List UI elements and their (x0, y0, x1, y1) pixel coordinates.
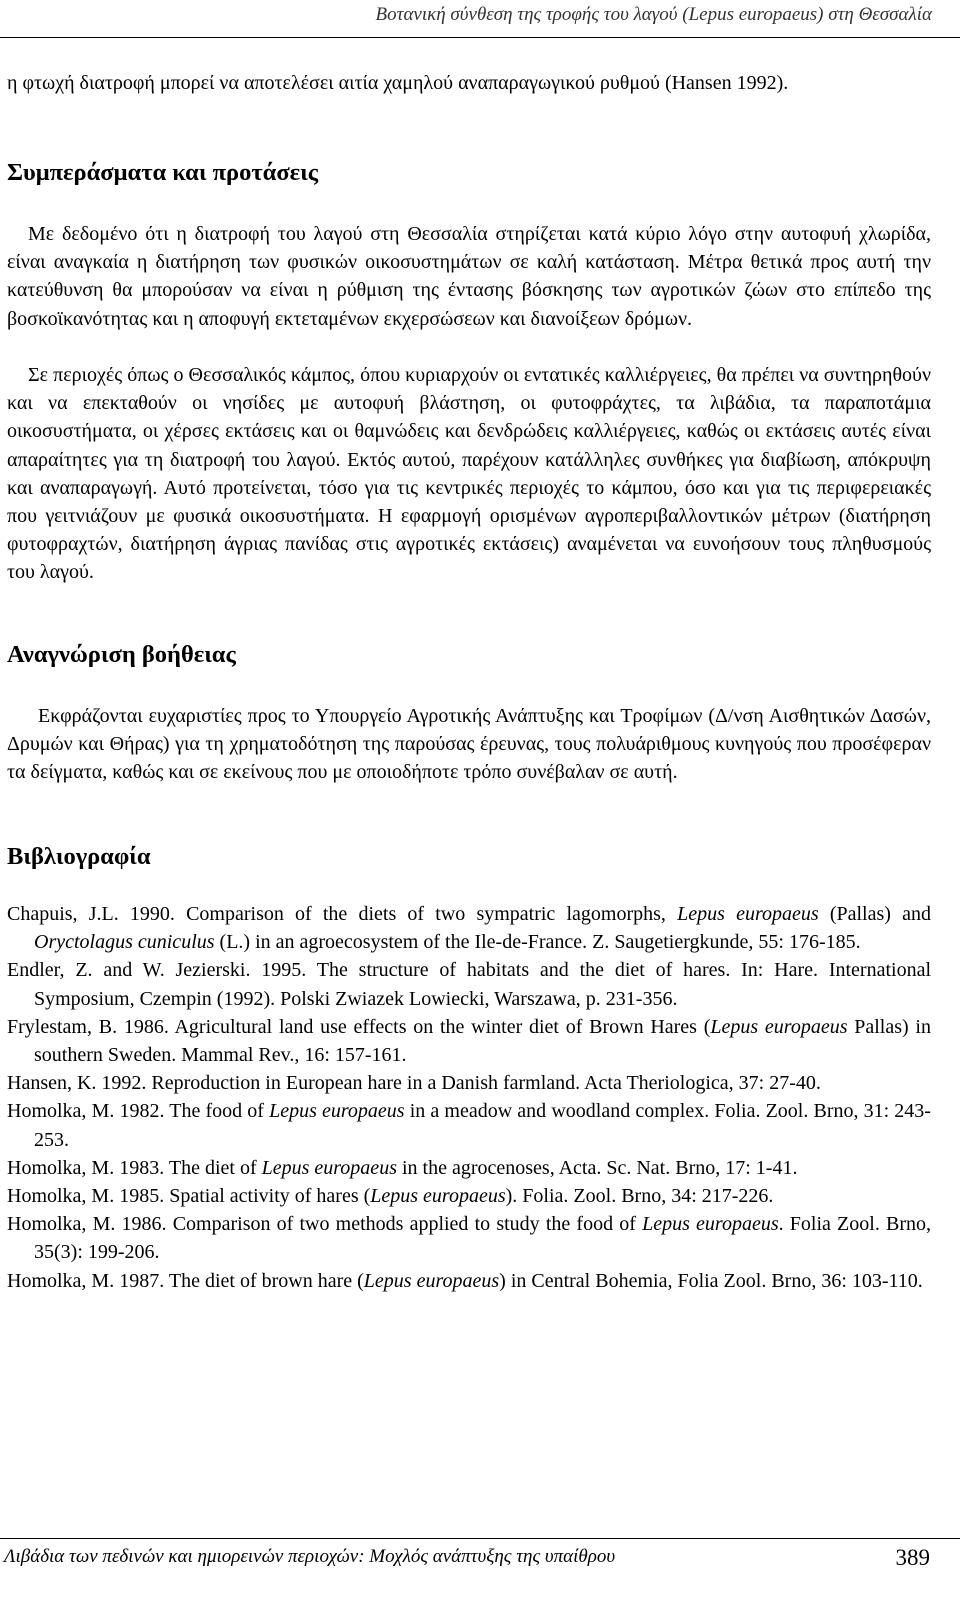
conclusions-paragraph-2: Σε περιοχές όπως ο Θεσσαλικός κάμπος, όπου κυριαρχούν οι εντατικές καλλιέργειες, θα πρέπει να συντηρηθούν και να επεκταθούν οι νησίδες με αυτοφυή βλάστηση, οι φυτοφράχτες, τα λιβάδια, τα παραποτάμια οικοσυστήματα, οι χέρσες εκτάσεις και οι θαμνώδεις και δενδρώδεις καλλιέργειες, καθώς οι εκτάσεις αυτές είναι απαραίτητες για τη διατροφή του λαγού. Εκτός αυτού, παρέχουν κατάλληλες συνθήκες για διαβίωση, απόκρυψη και αναπαραγωγή. Αυτό προτείνεται, τόσο για τις κεντρικές περιοχές το κάμπου, όσο και για τις περιφερειακές που γειτνιάζουν με φυσικά οικοσυστήματα. Η εφαρμογή ορισμένων αγροπεριβαλλοντικών μέτρων (διατήρηση φυτοφραχτών, διατήρηση άγριας πανίδας στις αγροτικές εκτάσεις) αναμένεται να ευνοήσουν τους πληθυσμούς του λαγού. (7, 364, 931, 584)
reference-species-name: Lepus europaeus (370, 1185, 506, 1208)
reference-species-name: Lepus europaeus (261, 1156, 397, 1179)
reference-list (7, 900, 931, 1295)
reference-text: ). Folia. Zool. Brno, 34: 217-226. (505, 1185, 774, 1208)
reference-item (7, 900, 931, 956)
acknowledgement-paragraph: Εκφράζονται ευχαριστίες προς το Υπουργείο Αγροτικής Ανάπτυξης και Τροφίμων (Δ/νση Αισθητικών Δασών, Δρυμών και Θήρας) για τη χρηματοδότηση της παρούσας έρευνας, τους πολυάριθμους κυνηγούς που προσέφεραν τα δείγματα, καθώς και σε εκείνους που με οποιοδήποτε τρόπο συνέβαλαν σε αυτή. (7, 705, 931, 784)
reference-species-name: Lepus europaeus (363, 1269, 500, 1292)
reference-text: ) in Central Bohemia, Folia Zool. Brno, 36: 103-110. (499, 1269, 923, 1292)
conclusions-paragraph-1: Με δεδομένο ότι η διατροφή του λαγού στη Θεσσαλία στηρίζεται κατά κύριο λόγο στην αυτοφυή χλωρίδα, είναι αναγκαία η διατήρηση των φυσικών οικοσυστημάτων σε καλή κατάσταση. Μέτρα θετικά προς αυτή την κατεύθυνση θα μπορούσαν να είναι η ρύθμιση της έντασης βόσκησης των αγροτικών ζώων στο επίπεδο της βοσκοϊκανότητας και η αποφυγή εκτεταμένων εκχερσώσεων και διανοίξεων δρόμων. (7, 223, 931, 330)
reference-item (7, 1069, 931, 1097)
header-rule (0, 37, 960, 38)
reference-text: Homolka, M. 1985. Spatial activity of hares ( (7, 1185, 371, 1208)
page-number: 389 (895, 1545, 930, 1570)
running-footer: Λιβάδια των πεδινών και ημιορεινών περιοχών: Μοχλός ανάπτυξης της υπαίθρου (4, 1546, 616, 1567)
reference-item (7, 1013, 931, 1069)
reference-item (7, 1097, 931, 1153)
reference-text: Homolka, M. 1987. The diet of brown hare ( (7, 1269, 364, 1292)
reference-text: in a meadow and woodland complex. Folia. Zool. Brno, 31: 243-253. (34, 1100, 931, 1151)
reference-item (7, 956, 931, 1012)
reference-text: . Folia Zool. Brno, 35(3): 199-206. (34, 1213, 931, 1264)
heading-conclusions: Συμπεράσματα και προτάσεις (7, 159, 319, 186)
reference-text: Chapuis, J.L. 1990. Comparison of the diets of two sympatric lagomorphs, (7, 903, 678, 925)
heading-acknowledgement: Αναγνώριση βοήθειας (7, 641, 236, 668)
reference-text: Frylestam, B. 1986. Agricultural land use effects on the winter diet of Brown Hares ( (7, 1015, 711, 1038)
reference-text: Homolka, M. 1982. The food of (7, 1100, 270, 1123)
continuation-paragraph: η φτωχή διατροφή μπορεί να αποτελέσει αιτία χαμηλού αναπαραγωγικού ρυθμού (Hansen 1992). (7, 72, 789, 94)
reference-species-name: Lepus europaeus (269, 1100, 405, 1123)
reference-text: (L.) in an agroecosystem of the Ile-de-France. Z. Saugetiergkunde, 55: 176-185. (214, 931, 861, 954)
reference-text: Homolka, M. 1983. The diet of (7, 1156, 262, 1179)
reference-text: Pallas) in southern Sweden. Mammal Rev., 16: 157-161. (34, 1015, 931, 1067)
reference-species-name: Lepus europaeus (710, 1015, 848, 1038)
reference-item (7, 1154, 931, 1182)
reference-item (7, 1267, 931, 1295)
reference-species-name: Oryctolagus cuniculus (34, 931, 215, 954)
reference-species-name: Lepus europaeus (677, 903, 819, 925)
reference-text: (Pallas) and (818, 903, 931, 925)
reference-item (7, 1182, 931, 1210)
heading-bibliography: Βιβλιογραφία (7, 843, 151, 870)
running-header: Βοτανική σύνθεση της τροφής του λαγού (Lepus europaeus) στη Θεσσαλία (375, 4, 932, 25)
reference-item (7, 1210, 931, 1266)
reference-text: Homolka, M. 1986. Comparison of two methods applied to study the food of (7, 1213, 643, 1236)
footer-rule (0, 1538, 960, 1539)
reference-text: in the agrocenoses, Acta. Sc. Nat. Brno, 17: 1-41. (396, 1156, 798, 1179)
reference-text: Endler, Z. and W. Jezierski. 1995. The structure of habitats and the diet of hares. In: Hare. International Symposium, Czempin (1992). Polski Zwiazek Lowiecki, Warszawa, p. 231-356. (7, 959, 931, 1010)
reference-species-name: Lepus europaeus (642, 1213, 779, 1236)
reference-text: Hansen, K. 1992. Reproduction in European hare in a Danish farmland. Acta Theriologica, 37: 27-40. (7, 1072, 821, 1095)
